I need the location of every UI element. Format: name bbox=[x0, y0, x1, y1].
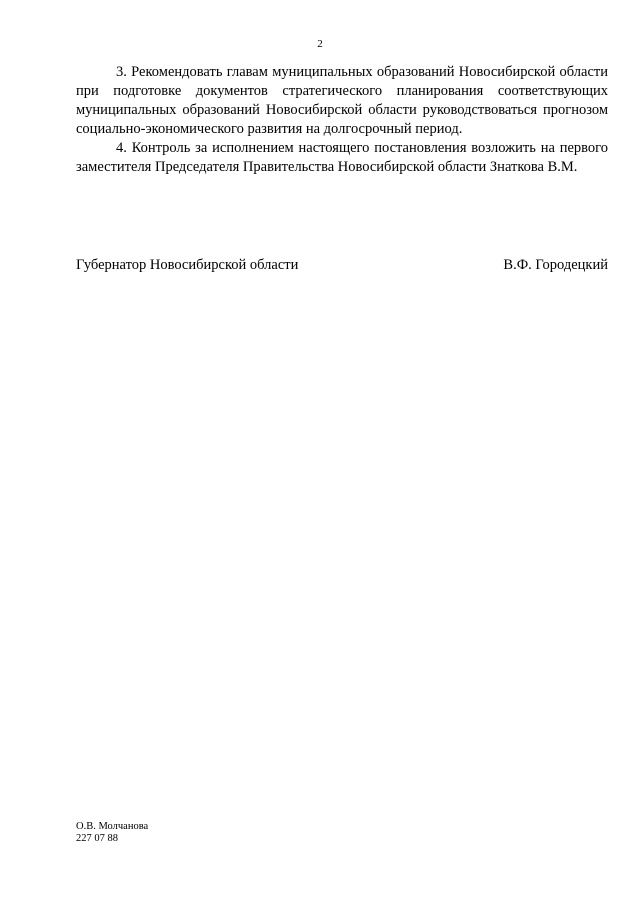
page-number: 2 bbox=[317, 38, 323, 50]
executor-phone: 227 07 88 bbox=[76, 833, 118, 844]
paragraph-recommendation: 3. Рекомендовать главам муниципальных образований Новосибирской области при подготовке документов стратегического планирования соответствующих муниципальных образований Новосибирской области руководствоваться прогнозом социально-экономического развития на долгосрочный период. bbox=[76, 64, 608, 137]
signatory-name: В.Ф. Городецкий bbox=[503, 257, 608, 273]
document-body bbox=[76, 63, 608, 177]
signatory-position: Губернатор Новосибирской области bbox=[76, 257, 299, 273]
signature-block bbox=[76, 256, 608, 275]
executor-footer bbox=[76, 821, 148, 845]
paragraph-control: 4. Контроль за исполнением настоящего постановления возложить на первого заместителя Председателя Правительства Новосибирской области Знаткова В.М. bbox=[76, 140, 608, 175]
executor-name: О.В. Молчанова bbox=[76, 821, 149, 832]
